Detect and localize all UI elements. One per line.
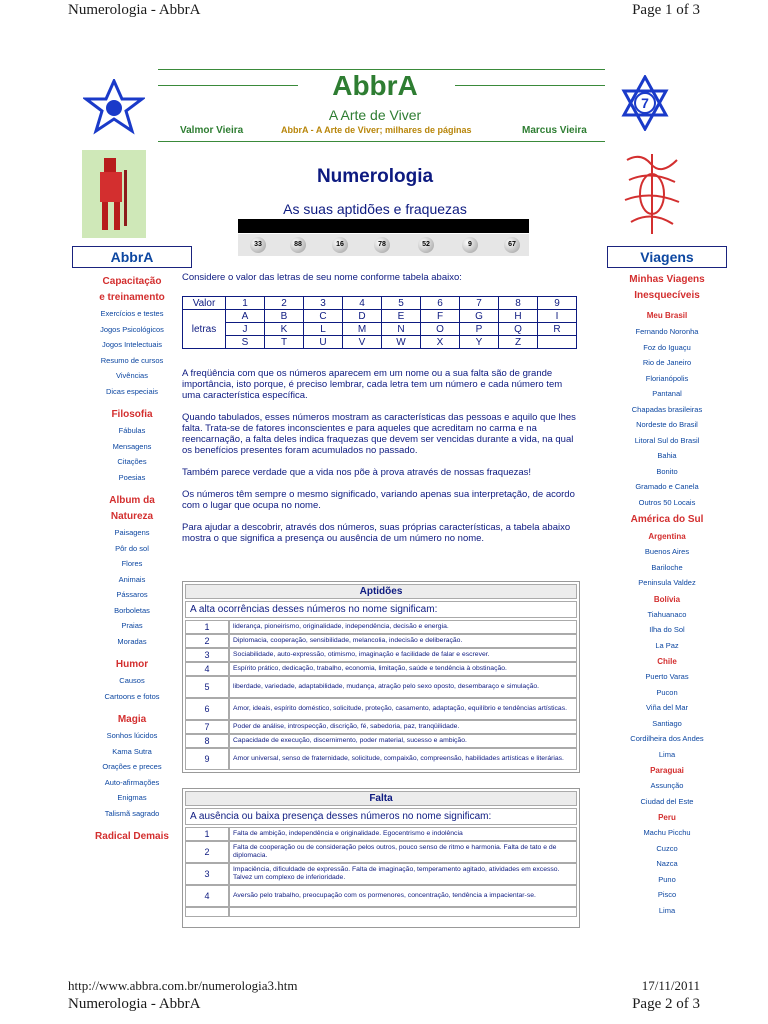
sidebar-section-title[interactable]: Filosofia (111, 409, 153, 420)
left-sidebar (72, 246, 192, 845)
number-ball: 78 (374, 237, 390, 253)
row-text: liberdade, variedade, adaptabilidade, mudança, atração pelo sexo oposto, desembaraço e simulação. (229, 676, 577, 698)
author-right[interactable]: Marcus Vieira (522, 125, 587, 136)
sidebar-link[interactable]: Outros 50 Locais (638, 497, 696, 507)
table-cell: U (304, 336, 343, 349)
sidebar-link[interactable]: Bonito (656, 466, 678, 476)
sidebar-link[interactable]: Bariloche (651, 562, 683, 572)
row-number: 4 (185, 662, 229, 676)
row-text: Poder de análise, introspecção, discrição, fé, sabedoria, paz, tranqüilidade. (229, 720, 577, 734)
number-ball: 88 (290, 237, 306, 253)
sidebar-link[interactable]: Citações (117, 457, 147, 466)
table-cell: 9 (538, 297, 577, 310)
row-text: Diplomacia, cooperação, sensibilidade, melancolia, indecisão e deliberação. (229, 634, 577, 648)
table-cell: B (265, 310, 304, 323)
sidebar-link[interactable]: Pássaros (116, 590, 148, 599)
article-body (182, 368, 578, 544)
sidebar-link[interactable]: Puerto Varas (645, 672, 689, 681)
print-footer-date: 17/11/2011 (641, 978, 700, 993)
table-cell: F (421, 310, 460, 323)
table-row (185, 698, 577, 720)
sidebar-section-title[interactable]: Magia (117, 714, 147, 725)
sidebar-link[interactable]: Rio de Janeiro (642, 358, 692, 367)
sidebar-link[interactable]: Orações e preces (102, 762, 162, 771)
header-rule-bottom (158, 141, 605, 142)
table-cell: R (538, 323, 577, 336)
right-sidebar-heading[interactable]: Viagens (607, 246, 727, 268)
row-number: 8 (185, 734, 229, 748)
sidebar-link[interactable]: Nordeste do Brasil (636, 420, 698, 429)
right-sidebar (607, 246, 727, 918)
sidebar-link[interactable]: Flores (121, 559, 143, 568)
sidebar-link[interactable]: Lima (658, 749, 676, 759)
aptidoes-description: A alta ocorrências desses números no nome significam: (185, 601, 577, 618)
print-header-title: Numerologia - AbbrA (68, 2, 201, 18)
row-text: Amor universal, senso de fraternidade, solicitude, compaixão, compreensão, habilidades artísticas e literárias. (229, 748, 577, 770)
sidebar-link[interactable]: Resumo de cursos (100, 355, 164, 365)
sidebar-link[interactable]: Bahia (657, 451, 677, 460)
intro-text: Considere o valor das letras de seu nome conforme tabela abaixo: (182, 272, 462, 283)
table-cell: 3 (304, 297, 343, 310)
table-header: letras (183, 310, 226, 349)
sidebar-link[interactable]: Kama Sutra (112, 746, 152, 756)
page-title: Numerologia (316, 166, 434, 187)
row-text: Sociabilidade, auto-expressão, otimismo, imaginação e facilidade de falar e escrever. (229, 648, 577, 662)
table-cell: N (382, 323, 421, 336)
sidebar-link[interactable]: Puno (658, 874, 676, 884)
table-cell: Q (499, 323, 538, 336)
sidebar-link[interactable]: Borboletas (114, 605, 150, 615)
table-row (185, 885, 577, 907)
table-cell: I (538, 310, 577, 323)
left-sidebar-heading[interactable]: AbbrA (72, 246, 192, 268)
row-number: 7 (185, 720, 229, 734)
falta-description: A ausência ou baixa presença desses números no nome significam: (185, 808, 577, 825)
aptidoes-table (182, 581, 580, 773)
sidebar-section-title[interactable]: Radical Demais (95, 831, 169, 842)
table-cell: H (499, 310, 538, 323)
paragraph: A freqüência com que os números aparecem em um nome ou a sua falta são de grande importância, isto porque, é preciso lembrar, cada letra tem um número e cada número tem uma característica específica. (182, 368, 563, 401)
table-row (185, 634, 577, 648)
row-number: 9 (185, 748, 229, 770)
table-row (185, 648, 577, 662)
sidebar-link[interactable]: Foz do Iguaçu (643, 342, 691, 352)
row-number: 1 (185, 827, 229, 841)
hexagram-icon (620, 75, 670, 131)
sidebar-link[interactable]: Sonhos lúcidos (106, 731, 158, 740)
table-cell: A (226, 310, 265, 323)
sidebar-section-title[interactable]: Argentina (648, 532, 686, 541)
table-cell: Y (460, 336, 499, 349)
table-cell: V (343, 336, 382, 349)
table-cell: S (226, 336, 265, 349)
egyptian-figure-image (82, 150, 146, 238)
row-text: Falta de ambição, independência e originalidade. Egocentrismo e indolência (229, 827, 577, 841)
sidebar-link[interactable]: Pucon (656, 687, 678, 697)
sidebar-link[interactable]: Litoral Sul do Brasil (634, 435, 700, 445)
site-motto: AbbrA - A Arte de Viver; milhares de páginas (281, 125, 472, 135)
letter-value-table (182, 296, 577, 349)
table-row (185, 748, 577, 770)
table-row (185, 734, 577, 748)
black-banner (238, 219, 529, 233)
sidebar-link[interactable]: Florianópolis (645, 373, 689, 383)
sidebar-link[interactable]: Paisagens (114, 528, 150, 537)
row-number: 2 (185, 841, 229, 863)
table-cell: K (265, 323, 304, 336)
table-row (185, 662, 577, 676)
sidebar-link[interactable]: Fernando Noronha (635, 327, 699, 336)
table-cell: 1 (226, 297, 265, 310)
table-cell: 7 (460, 297, 499, 310)
row-number: 4 (185, 885, 229, 907)
sidebar-link[interactable]: Dicas especiais (105, 386, 159, 396)
red-pattern-image (621, 150, 683, 238)
sidebar-section-title[interactable]: Peru (658, 813, 676, 822)
sidebar-section-title[interactable]: Chile (657, 657, 677, 666)
sidebar-link[interactable]: Praias (121, 621, 143, 630)
sidebar-link[interactable]: Peninsula Valdez (638, 578, 696, 587)
print-footer-page: Page 2 of 3 (632, 996, 700, 1012)
sidebar-link[interactable]: Assunção (650, 781, 684, 790)
print-header-page: Page 1 of 3 (632, 2, 700, 18)
row-text: Impaciência, dificuldade de expressão. Falta de imaginação, temperamento agitado, atividades em excesso. Talvez um complexo de inferioridade. (229, 863, 577, 885)
number-ball: 67 (504, 237, 520, 253)
sidebar-link[interactable]: Cuzco (656, 843, 678, 853)
row-number: 3 (185, 648, 229, 662)
paragraph: Os números têm sempre o mesmo significado, variando apenas sua interpretação, de acordo com o lugar que ocupa no nome. (182, 489, 575, 511)
table-cell: L (304, 323, 343, 336)
row-text: Falta de cooperação ou de consideração pelos outros, pouco senso de ritmo e harmonia. Falta de tato e de diplomacia. (229, 841, 577, 863)
table-row (185, 841, 577, 863)
paragraph: Para ajudar a descobrir, através dos números, suas próprias características, a tabela abaixo mostra o que significa a presença ou ausência de um número no nome. (182, 522, 571, 544)
sidebar-link[interactable]: Mensagens (112, 441, 152, 451)
sidebar-link[interactable]: Jogos Intelectuais (101, 340, 163, 349)
sidebar-link[interactable]: Lima (658, 905, 676, 915)
sidebar-link[interactable]: Pantanal (652, 389, 682, 398)
table-row (185, 827, 577, 841)
sidebar-link[interactable]: Gramado e Canela (635, 482, 699, 491)
header-rule-right (455, 85, 605, 86)
sidebar-link[interactable]: Poesias (118, 472, 146, 482)
sidebar-section-title[interactable]: Minhas Viagens Inesquecíveis (629, 274, 705, 301)
table-cell: 2 (265, 297, 304, 310)
sidebar-link[interactable]: Buenos Aires (644, 547, 690, 556)
falta-heading: Falta (185, 791, 577, 806)
table-cell: 5 (382, 297, 421, 310)
print-footer-url: http://www.abbra.com.br/numerologia3.htm (68, 978, 298, 993)
site-tagline: A Arte de Viver (328, 107, 422, 123)
table-cell: X (421, 336, 460, 349)
sidebar-link[interactable]: Nazca (656, 859, 678, 868)
table-cell: 8 (499, 297, 538, 310)
aptidoes-heading: Aptidões (185, 584, 577, 599)
sidebar-link[interactable]: Machu Picchu (643, 828, 691, 837)
sidebar-link[interactable]: Animais (118, 574, 146, 584)
header-rule-left (158, 85, 298, 86)
sidebar-section-title[interactable]: Paraguai (650, 766, 684, 775)
row-text: liderança, pioneirismo, originalidade, independência, decisão e energia. (229, 620, 577, 634)
sidebar-section-title[interactable]: Humor (115, 659, 149, 670)
row-number: 2 (185, 634, 229, 648)
row-text: Capacidade de execução, discernimento, poder material, sucesso e ambição. (229, 734, 577, 748)
page-subtitle: As suas aptidões e fraquezas (283, 201, 467, 217)
sidebar-link[interactable]: Pôr do sol (115, 543, 149, 553)
sidebar-link[interactable]: Vivências (116, 371, 148, 380)
table-row (185, 620, 577, 634)
sidebar-link[interactable]: Enigmas (117, 793, 147, 802)
table-cell: O (421, 323, 460, 336)
sidebar-link[interactable]: La Paz (655, 640, 679, 650)
sidebar-link[interactable]: Moradas (117, 636, 147, 646)
sidebar-section-title[interactable]: América do Sul (630, 514, 704, 525)
table-cell: 6 (421, 297, 460, 310)
table-cell (538, 336, 577, 349)
hexagram-number: 7 (641, 95, 649, 111)
row-number: 6 (185, 698, 229, 720)
sidebar-link[interactable]: Tiahuanaco (647, 609, 687, 619)
table-cell: D (343, 310, 382, 323)
row-number: 3 (185, 863, 229, 885)
table-cell: T (265, 336, 304, 349)
table-header: Valor (183, 297, 226, 310)
sidebar-link[interactable]: Ciudad del Este (640, 796, 694, 806)
sidebar-link[interactable]: Cordilheira dos Andes (630, 734, 704, 743)
sidebar-link[interactable]: Causos (119, 676, 145, 685)
table-cell: 4 (343, 297, 382, 310)
sidebar-link[interactable]: Pisco (657, 890, 677, 899)
print-footer-title: Numerologia - AbbrA (68, 996, 201, 1012)
number-ball: 52 (418, 237, 434, 253)
table-cell: E (382, 310, 421, 323)
row-number (185, 907, 229, 917)
table-cell: W (382, 336, 421, 349)
sidebar-link[interactable]: Exercícios e testes (100, 309, 164, 318)
sidebar-section-title[interactable]: Bolívia (653, 594, 681, 604)
sidebar-link[interactable]: Auto-afirmações (104, 777, 160, 787)
row-text: Amor, ideais, espírito doméstico, solicitude, proteção, casamento, adaptação, equilíbrio e tendências artísticas. (229, 698, 577, 720)
site-logo-text[interactable]: AbbrA (332, 70, 418, 101)
sidebar-link[interactable]: Chapadas brasileiras (631, 404, 703, 414)
table-row (185, 907, 577, 917)
number-ball: 16 (332, 237, 348, 253)
sidebar-link[interactable]: Viña del Mar (646, 703, 688, 712)
number-ball: 33 (250, 237, 266, 253)
row-number: 1 (185, 620, 229, 634)
paragraph: Quando tabulados, esses números mostram as características das pessoas e aquilo que lhes falta. Trata-se de fatores inconscientes e para aqueles que acreditam no carma e na reencarnação, a falta deles indica fraquezas que devem ser vencidas durante a vida, na qual os benefícios presentes foram acumulados no passado. (182, 412, 576, 456)
sidebar-link[interactable]: Jogos Psicológicos (100, 324, 164, 334)
sidebar-link[interactable]: Santiago (652, 718, 682, 728)
sidebar-link[interactable]: Talismã sagrado (104, 808, 160, 818)
table-cell: M (343, 323, 382, 336)
sidebar-link[interactable]: Cartoons e fotos (104, 691, 160, 701)
number-balls (238, 234, 529, 256)
sidebar-section-title[interactable]: Meu Brasil (646, 311, 688, 320)
table-cell: C (304, 310, 343, 323)
sidebar-link[interactable]: Fábulas (118, 426, 146, 435)
sidebar-section-title[interactable]: Capacitação e treinamento (99, 276, 165, 303)
pentagram-icon (83, 79, 145, 135)
table-row (185, 863, 577, 885)
row-text: Aversão pelo trabalho, preocupação com os pormenores, concentração, tendência a impacientar-se. (229, 885, 577, 907)
row-number: 5 (185, 676, 229, 698)
author-left[interactable]: Valmor Vieira (180, 125, 244, 136)
row-text (229, 907, 577, 917)
table-row (185, 720, 577, 734)
table-cell: Z (499, 336, 538, 349)
falta-table (182, 788, 580, 928)
sidebar-section-title[interactable]: Album da Natureza (109, 495, 155, 522)
table-cell: P (460, 323, 499, 336)
table-row (185, 676, 577, 698)
paragraph: Também parece verdade que a vida nos põe à prova através de nossas fraquezas! (182, 467, 532, 478)
table-cell: J (226, 323, 265, 336)
sidebar-link[interactable]: Ilha do Sol (649, 625, 685, 634)
number-ball: 9 (462, 237, 478, 253)
table-cell: G (460, 310, 499, 323)
row-text: Espírito prático, dedicação, trabalho, economia, limitação, saúde e tendência à obstinação. (229, 662, 577, 676)
